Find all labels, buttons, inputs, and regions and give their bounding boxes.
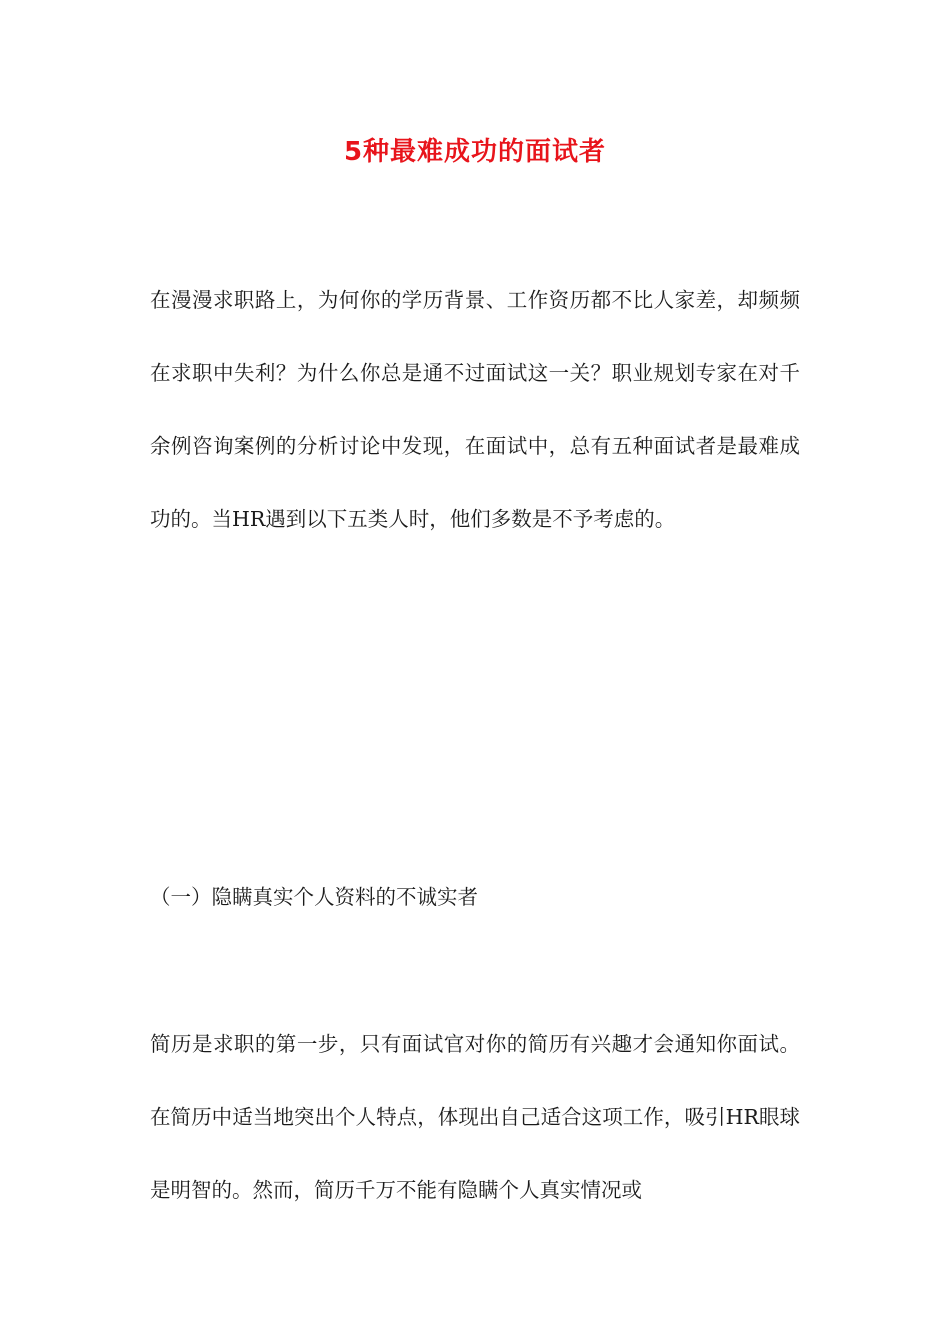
section-paragraph: 简历是求职的第一步，只有面试官对你的简历有兴趣才会通知你面试。在简历中适当地突出个人特点，体现出自己适合这项工作，吸引HR眼球是明智的。然而，简历千万不能有隐瞒个人真实情况或: [150, 1032, 800, 1202]
intro-paragraph: 在漫漫求职路上，为何你的学历背景、工作资历都不比人家差，却频频在求职中失利？为什么你总是通不过面试这一关？职业规划专家在对千余例咨询案例的分析讨论中发现，在面试中，总有五种面试者是最难成功的。当HR遇到以下五类人时，他们多数是不予考虑的。: [150, 288, 800, 531]
document-title: 5种最难成功的面试者: [343, 137, 607, 167]
section-heading: （一）隐瞒真实个人资料的不诚实者: [150, 885, 478, 909]
